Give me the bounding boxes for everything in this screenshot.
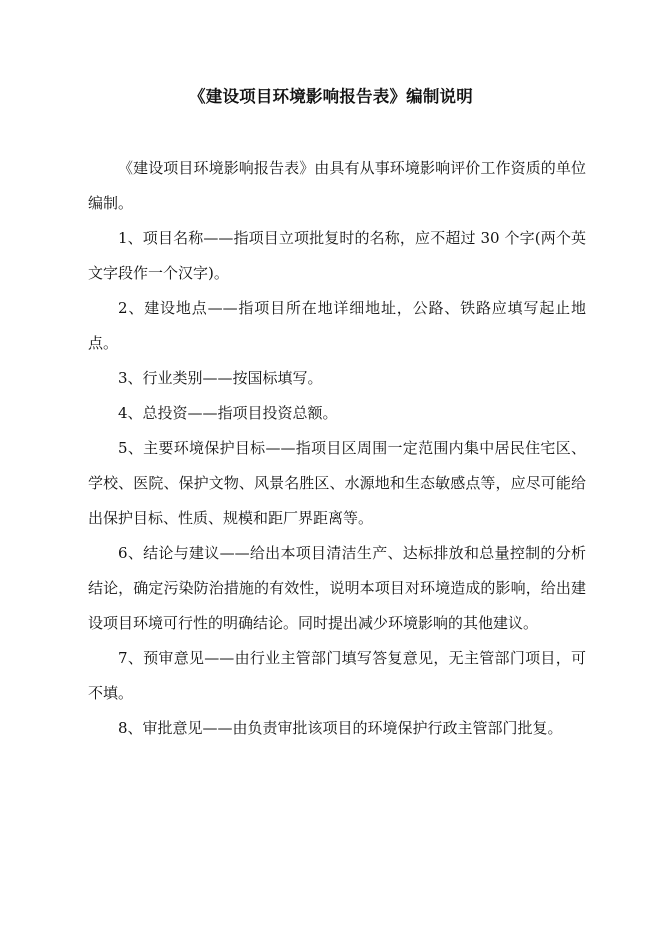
item-approval-opinion: 8、审批意见——由负责审批该项目的环境保护行政主管部门批复。 [118,719,563,737]
item-conclusions: 6、结论与建议——给出本项目清洁生产、达标排放和总量控制的分析结论，确定污染防治措施的有效性，说明本项目对环境造成的影响，给出建设项目环境可行性的明确结论。同时提出减少环境影响的其他建议。 [88,544,586,632]
item-protection-targets: 5、主要环境保护目标——指项目区周围一定范围内集中居民住宅区、学校、医院、保护文物、风景名胜区、水源地和生态敏感点等，应尽可能给出保护目标、性质、规模和距厂界距离等。 [88,439,586,527]
intro-paragraph: 《建设项目环境影响报告表》由具有从事环境影响评价工作资质的单位编制。 [88,159,586,212]
item-industry-category: 3、行业类别——按国标填写。 [118,369,323,387]
document-title: 《建设项目环境影响报告表》编制说明 [189,87,473,106]
item-preliminary-review: 7、预审意见——由行业主管部门填写答复意见，无主管部门项目，可不填。 [88,649,586,702]
item-project-name: 1、项目名称——指项目立项批复时的名称，应不超过 30 个字(两个英文字段作一个汉字)。 [88,229,586,282]
document-body [88,151,586,746]
item-construction-site: 2、建设地点——指项目所在地详细地址，公路、铁路应填写起止地点。 [88,299,586,352]
item-total-investment: 4、总投资——指项目投资总额。 [118,404,338,422]
